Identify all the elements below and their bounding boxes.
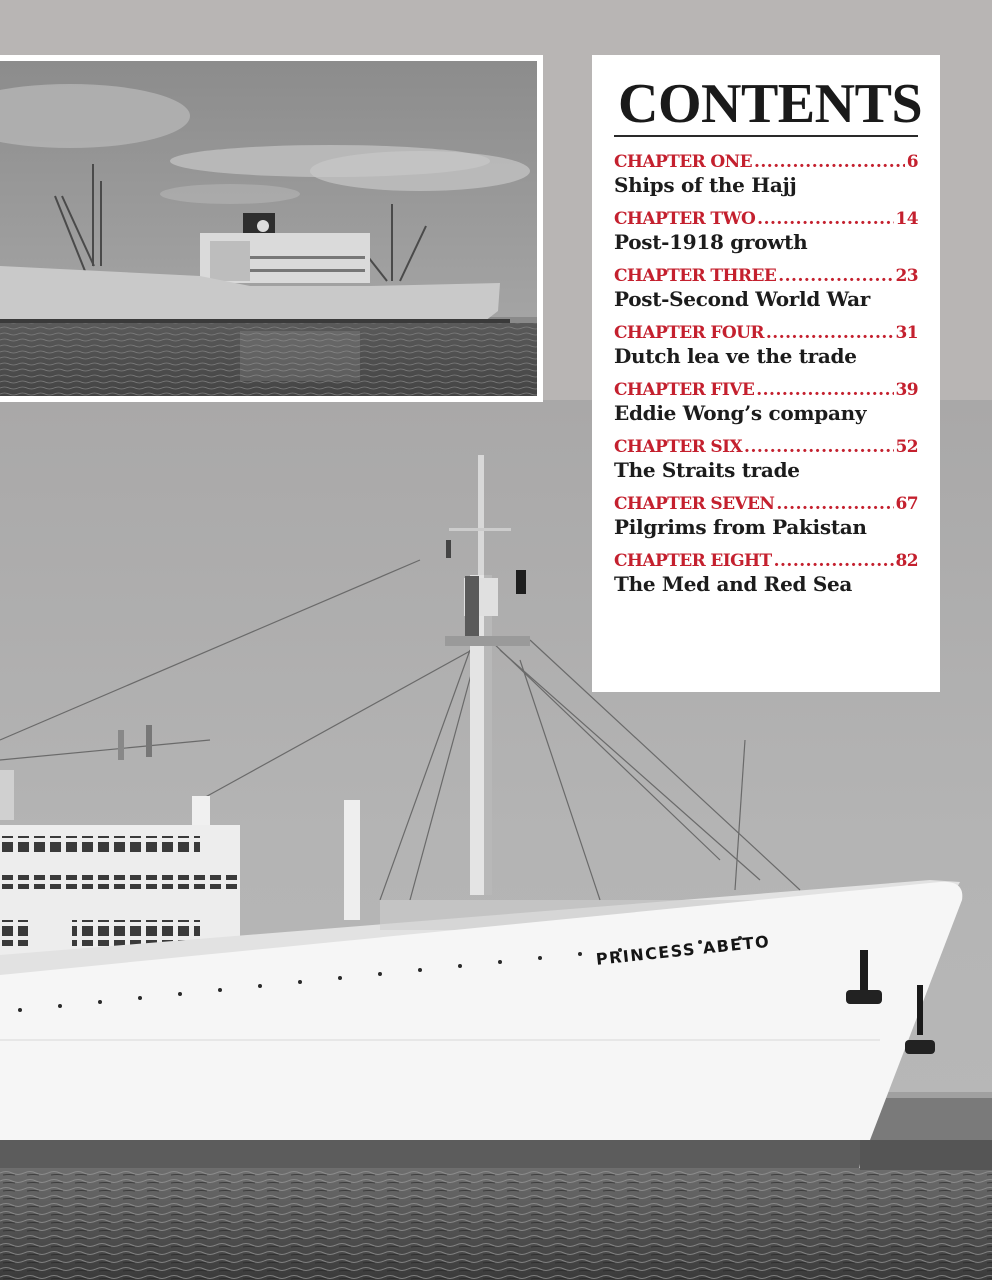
page-number: 23 (895, 266, 918, 286)
chapter-title: Eddie Wong’s company (614, 401, 867, 425)
toc-entry-2[interactable] (614, 208, 918, 254)
chapter-title: Post-Second World War (614, 287, 870, 311)
contents-panel (592, 55, 940, 692)
chapter-label: CHAPTER FOUR (614, 323, 764, 343)
heading-divider (614, 135, 918, 137)
page-number: 6 (906, 152, 918, 172)
dot-leader (774, 550, 894, 572)
top-background-band (0, 0, 992, 56)
chapter-title: The Med and Red Sea (614, 572, 853, 596)
dot-leader (776, 493, 893, 515)
toc-entry-1[interactable] (614, 151, 918, 197)
toc-entry-5[interactable] (614, 379, 918, 425)
dot-leader (766, 322, 894, 344)
chapter-title: Ships of the Hajj (614, 173, 797, 197)
page-number: 67 (895, 494, 918, 514)
ship-name-text: PRINCESS ABETO (595, 931, 772, 969)
dot-leader (754, 151, 905, 173)
page-number: 82 (895, 551, 918, 571)
chapter-label: CHAPTER ONE (614, 152, 752, 172)
dot-leader (756, 379, 893, 401)
toc-entry-3[interactable] (614, 265, 918, 311)
page-number: 14 (895, 209, 918, 229)
chapter-title: The Straits trade (614, 458, 800, 482)
chapter-label: CHAPTER TWO (614, 209, 756, 229)
page-number: 52 (895, 437, 918, 457)
page-number: 39 (895, 380, 918, 400)
toc-entry-4[interactable] (614, 322, 918, 368)
dot-leader (757, 208, 893, 230)
contents-heading: CONTENTS (618, 73, 923, 135)
chapter-label: CHAPTER SIX (614, 437, 743, 457)
chapter-label: CHAPTER SEVEN (614, 494, 775, 514)
dot-leader (744, 436, 893, 458)
chapter-label: CHAPTER THREE (614, 266, 777, 286)
toc-entry-7[interactable] (614, 493, 918, 539)
chapter-label: CHAPTER EIGHT (614, 551, 772, 571)
chapter-label: CHAPTER FIVE (614, 380, 755, 400)
chapter-title: Post-1918 growth (614, 230, 808, 254)
toc-entry-6[interactable] (614, 436, 918, 482)
chapter-title: Dutch lea ve the trade (614, 344, 857, 368)
dot-leader (778, 265, 893, 287)
toc-entry-8[interactable] (614, 550, 918, 596)
inset-photo-frame (0, 55, 543, 402)
page-number: 31 (895, 323, 918, 343)
chapter-title: Pilgrims from Pakistan (614, 515, 867, 539)
inset-ship-photo (0, 61, 537, 396)
